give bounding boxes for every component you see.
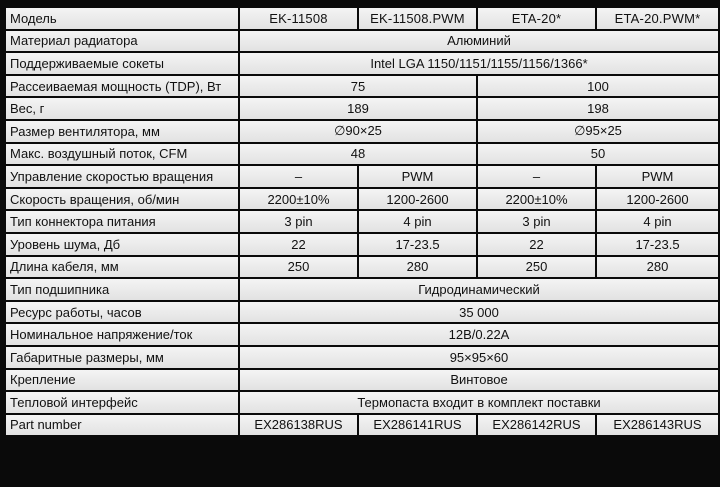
model-eta-20-pwm: ETA-20.PWM* [597,8,718,29]
row-value: EX286143RUS [597,415,718,436]
row-value: Intel LGA 1150/1151/1155/1156/1366* [240,53,718,74]
table-row [6,257,718,278]
row-label: Тип коннектора питания [6,211,238,232]
row-value: 95×95×60 [240,347,718,368]
row-label: Габаритные размеры, мм [6,347,238,368]
model-ek-11508: EK-11508 [240,8,357,29]
row-label: Длина кабеля, мм [6,257,238,278]
row-value: 1200-2600 [359,189,476,210]
row-value: 17-23.5 [359,234,476,255]
row-value: 2200±10% [478,189,595,210]
table-row [6,211,718,232]
row-label: Материал радиатора [6,31,238,52]
row-label: Part number [6,415,238,436]
row-label: Управление скоростью вращения [6,166,238,187]
model-ek-11508-pwm: EK-11508.PWM [359,8,476,29]
row-value: Термопаста входит в комплект поставки [240,392,718,413]
row-value: 280 [597,257,718,278]
row-value: 250 [478,257,595,278]
row-value: 12B/0.22A [240,324,718,345]
row-label: Вес, г [6,98,238,119]
header-row [6,8,718,29]
row-label: Крепление [6,370,238,391]
table-row [6,302,718,323]
row-value: 22 [478,234,595,255]
row-value: EX286141RUS [359,415,476,436]
row-value: EX286138RUS [240,415,357,436]
row-value: PWM [597,166,718,187]
row-value: 4 pin [597,211,718,232]
row-label: Тепловой интерфейс [6,392,238,413]
table-row [6,189,718,210]
row-value: EX286142RUS [478,415,595,436]
table-row [6,166,718,187]
row-label: Номинальное напряжение/ток [6,324,238,345]
table-row [6,53,718,74]
row-value: 2200±10% [240,189,357,210]
table-row [6,98,718,119]
table-row [6,347,718,368]
row-value: 3 pin [478,211,595,232]
row-value: 35 000 [240,302,718,323]
row-label: Ресурс работы, часов [6,302,238,323]
table-row [6,324,718,345]
table-row [6,144,718,165]
row-value: 17-23.5 [597,234,718,255]
table-row [6,121,718,142]
row-value: ∅95×25 [478,121,718,142]
row-value: 198 [478,98,718,119]
row-value: PWM [359,166,476,187]
table-row [6,392,718,413]
row-label: Тип подшипника [6,279,238,300]
row-value: 4 pin [359,211,476,232]
row-value: 3 pin [240,211,357,232]
row-value: Гидродинамический [240,279,718,300]
table-row [6,234,718,255]
row-value: 250 [240,257,357,278]
table-row [6,370,718,391]
row-value: – [478,166,595,187]
row-value: Алюминий [240,31,718,52]
row-value: 75 [240,76,476,97]
row-value: 50 [478,144,718,165]
spec-table [4,6,720,437]
row-label: Скорость вращения, об/мин [6,189,238,210]
row-value: 48 [240,144,476,165]
table-row [6,76,718,97]
row-label: Макс. воздушный поток, CFM [6,144,238,165]
row-value: 1200-2600 [597,189,718,210]
row-value: – [240,166,357,187]
row-value: ∅90×25 [240,121,476,142]
row-label: Уровень шума, Дб [6,234,238,255]
row-value: 22 [240,234,357,255]
row-value: 100 [478,76,718,97]
table-row [6,415,718,436]
row-label: Рассеиваемая мощность (TDP), Вт [6,76,238,97]
table-row [6,279,718,300]
header-label: Модель [6,8,238,29]
model-eta-20: ETA-20* [478,8,595,29]
row-value: 189 [240,98,476,119]
row-value: 280 [359,257,476,278]
row-label: Размер вентилятора, мм [6,121,238,142]
row-value: Винтовое [240,370,718,391]
row-label: Поддерживаемые сокеты [6,53,238,74]
table-row [6,31,718,52]
